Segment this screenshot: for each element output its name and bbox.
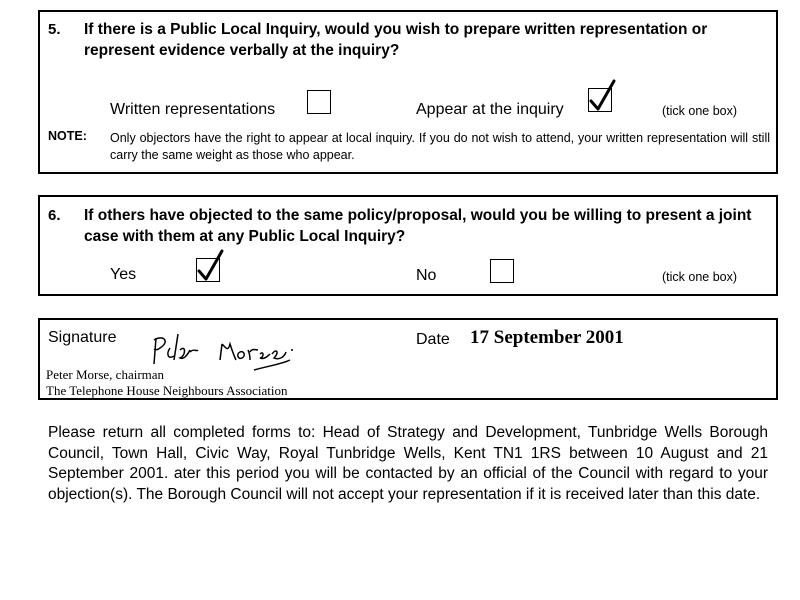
q6-tick-note: (tick one box) [662,270,738,284]
q5-tick-note: (tick one box) [662,104,738,118]
yes-checkbox[interactable] [196,258,220,282]
written-representations-label: Written representations [110,101,276,118]
no-label: No [416,267,437,284]
question-6-number: 6. [48,207,61,224]
note-text: Only objectors have the right to appear at local inquiry. If you do not wish to attend, your written representation will still carry the same weight as those who appear. [110,131,770,162]
yes-label: Yes [110,266,137,283]
date-value: 17 September 2001 [470,327,624,348]
check-mark-icon [195,249,225,283]
appear-at-inquiry-label: Appear at the inquiry [416,101,564,118]
signatory-organisation: The Telephone House Neighbours Association [46,383,288,398]
written-representations-checkbox[interactable] [307,90,331,114]
signature-label: Signature [48,329,117,346]
check-mark-icon [587,79,617,113]
question-5-number: 5. [48,21,61,38]
note-label: NOTE: [48,129,87,143]
appear-at-inquiry-checkbox[interactable] [588,88,612,112]
no-checkbox[interactable] [490,259,514,283]
question-5-text: If there is a Public Local Inquiry, would you wish to prepare written representation or represent evidence verbally at the inquiry? [84,21,708,59]
date-label: Date [416,331,450,348]
signatory-name: Peter Morse, chairman [46,367,165,382]
return-instructions: Please return all completed forms to: Head of Strategy and Development, Tunbridge Wells Borough Council, Town Hall, Civic Way, Royal Tunbridge Wells, Kent TN1 1RS between 10 August and 21 September 2001. ater this period you will be contacted by an official of the Council with regard to your objection(s). The Borough Council will not accept your representation if it is received later than this date. [48,424,768,503]
question-6-text: If others have objected to the same policy/proposal, would you be willing to present a joint case with them at any Public Local Inquiry? [84,207,752,245]
handwritten-signature [150,330,300,382]
